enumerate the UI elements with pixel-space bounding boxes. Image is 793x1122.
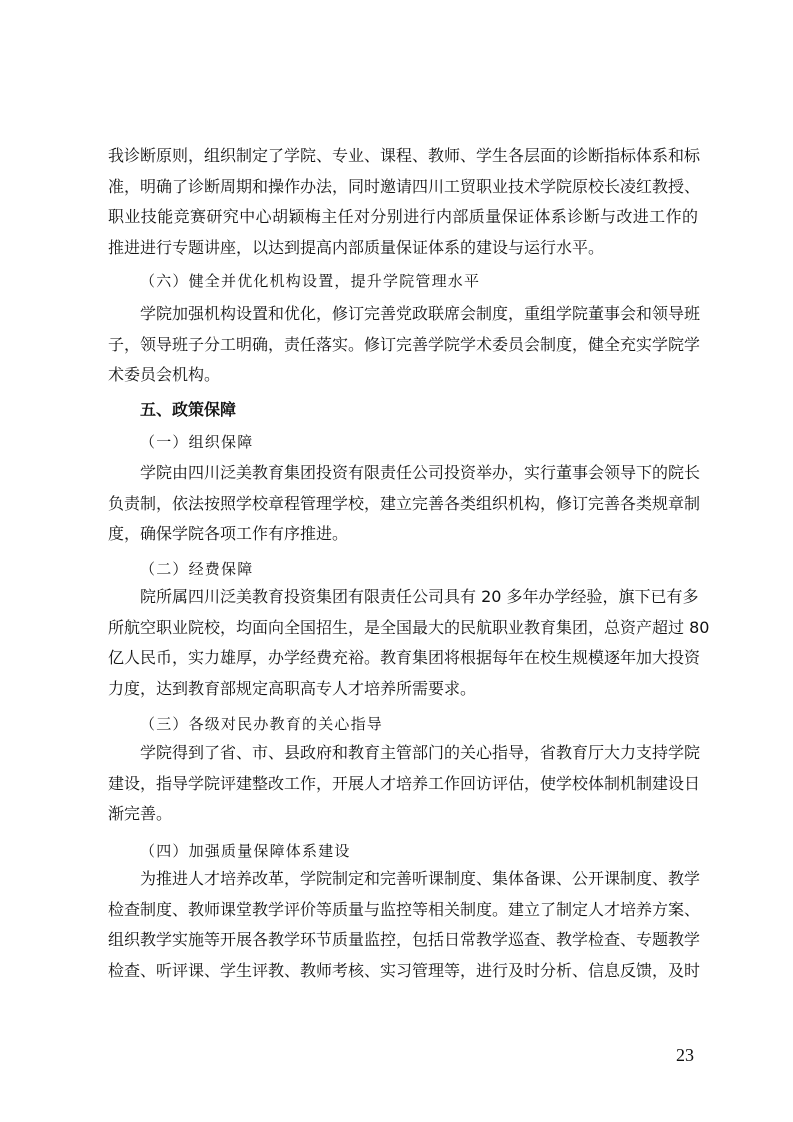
text-line: 力度，达到教育部规定高职高专人才培养所需要求。	[108, 678, 477, 698]
text-line: 检查、听评课、学生评教、教师考核、实习管理等，进行及时分析、信息反馈，及时	[108, 960, 701, 980]
text-line: 建设，指导学院评建整改工作，开展人才培养工作回访评估，使学校体制机制建设日	[108, 773, 701, 793]
paragraph-diagnosis	[108, 141, 701, 263]
text-line: 度，确保学院各项工作有序推进。	[108, 524, 349, 543]
text-line: 渐完善。	[108, 804, 173, 823]
paragraph-institution	[108, 299, 701, 391]
text-line: 术委员会机构。	[108, 365, 221, 384]
text-line: 院所属四川泛美教育投资集团有限责任公司具有 20 多年办学经验，旗下已有多	[140, 587, 699, 606]
page-number: 23	[676, 1045, 694, 1065]
text-line: 推进进行专题讲座，以达到提高内部质量保证体系的建设与运行水平。	[108, 237, 605, 257]
text-line: 亿人民币，实力雄厚，办学经费充裕。教育集团将根据每年在校生规模逐年加大投资	[108, 648, 701, 667]
heading-quality: （四）加强质量保障体系建设	[140, 842, 351, 860]
paragraph-guidance	[108, 738, 701, 830]
heading-funding: （二）经费保障	[140, 560, 254, 578]
text-line: 学院由四川泛美教育集团投资有限责任公司投资举办，实行董事会领导下的院长	[140, 463, 701, 482]
text-line: 子，领导班子分工明确，责任落实。修订完善学院学术委员会制度，健全充实学院学	[108, 334, 701, 354]
heading-organization: （一）组织保障	[140, 433, 254, 451]
text-line: 负责制，依法按照学校章程管理学校，建立完善各类组织机构，修订完善各类规章制	[108, 493, 701, 513]
paragraph-organization	[108, 458, 701, 550]
text-line: 我诊断原则，组织制定了学院、专业、课程、教师、学生各层面的诊断指标体系和标	[108, 146, 701, 165]
text-line: 所航空职业院校，均面向全国招生，是全国最大的民航职业教育集团，总资产超过 80	[108, 617, 710, 637]
text-line: 职业技能竞赛研究中心胡颖梅主任对分别进行内部质量保证体系诊断与改进工作的	[108, 207, 698, 226]
text-line: 准，明确了诊断周期和操作办法，同时邀请四川工贸职业技术学院原校长凌红教授、	[108, 176, 701, 196]
text-line: 组织教学实施等开展各教学环节质量监控，包括日常教学巡查、教学检查、专题教学	[108, 930, 701, 949]
text-line: 为推进人才培养改革，学院制定和完善听课制度、集体备课、公开课制度、教学	[140, 869, 701, 888]
text-line: 学院加强机构设置和优化，修订完善党政联席会制度，重组学院董事会和领导班	[140, 304, 701, 323]
text-line: 学院得到了省、市、县政府和教育主管部门的关心指导，省教育厅大力支持学院	[140, 743, 701, 762]
text-line: 检查制度、教师课堂教学评价等质量与监控等相关制度。建立了制定人才培养方案、	[108, 899, 701, 919]
heading-guidance: （三）各级对民办教育的关心指导	[140, 715, 384, 733]
heading-institution-setup: （六）健全并优化机构设置，提升学院管理水平	[140, 272, 481, 290]
section-heading-policy: 五、政策保障	[140, 400, 237, 419]
paragraph-funding	[108, 582, 710, 704]
paragraph-quality	[108, 864, 701, 986]
